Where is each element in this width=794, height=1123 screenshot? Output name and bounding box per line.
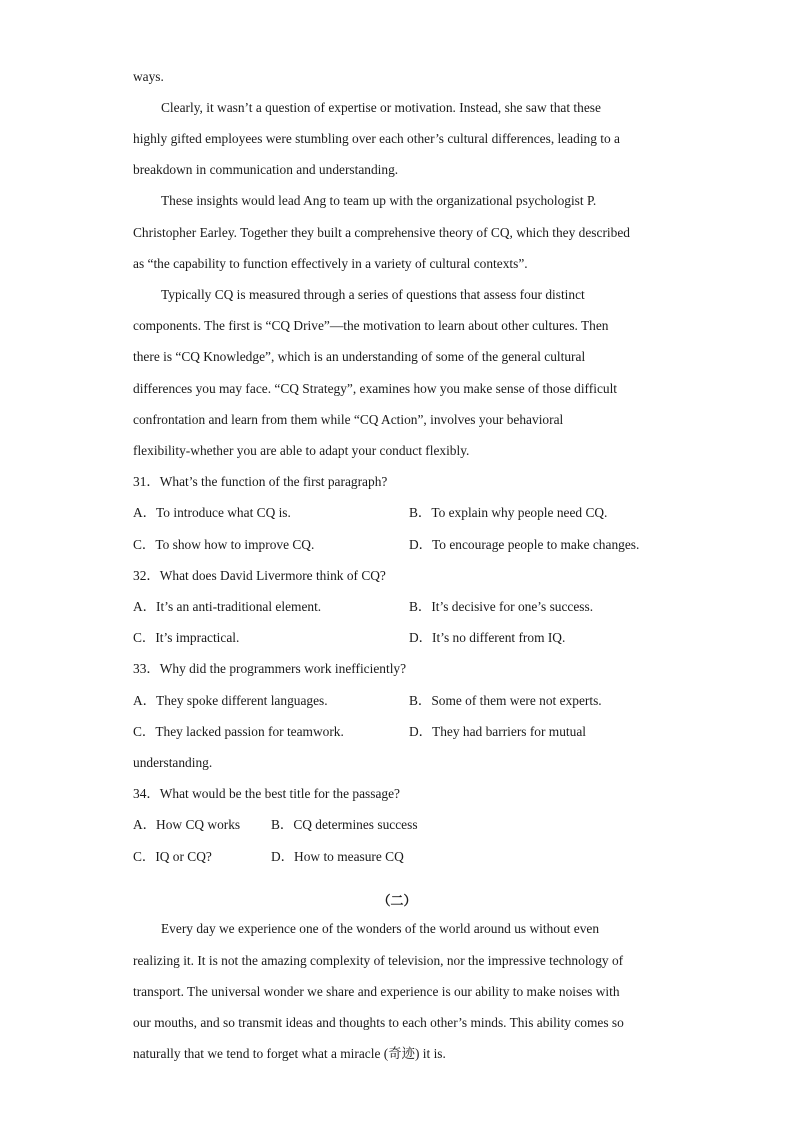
passage-line: naturally that we tend to forget what a miracle (奇迹) it is. — [133, 1046, 446, 1061]
option-b: B．Some of them were not experts. — [409, 693, 602, 708]
question-stem: 32．What does David Livermore think of CQ? — [133, 568, 386, 583]
option-c: C．They lacked passion for teamwork. — [133, 724, 344, 739]
option-c: C．To show how to improve CQ. — [133, 537, 315, 552]
question-stem: 34．What would be the best title for the passage? — [133, 786, 400, 801]
option-a: A．It’s an anti-traditional element. — [133, 599, 322, 614]
option-c: C．It’s impractical. — [133, 630, 240, 645]
passage-line: components. The first is “CQ Drive”—the motivation to learn about other cultures. Then — [133, 318, 609, 333]
option-b: B．CQ determines success — [271, 817, 418, 832]
passage-line: transport. The universal wonder we share and experience is our ability to make noises with — [133, 984, 620, 999]
passage-line: ways. — [133, 69, 164, 84]
passage-line: Typically CQ is measured through a series of questions that assess four distinct — [161, 287, 585, 302]
option-d: D．How to measure CQ — [271, 849, 404, 864]
option-c: C．IQ or CQ? — [133, 849, 212, 864]
passage-line: our mouths, and so transmit ideas and thoughts to each other’s minds. This ability comes so — [133, 1015, 624, 1030]
passage-line: Clearly, it wasn’t a question of expertise or motivation. Instead, she saw that these — [161, 100, 601, 115]
option-b: B．To explain why people need CQ. — [409, 505, 608, 520]
option-a: A．How CQ works — [133, 817, 241, 832]
passage-line: Christopher Earley. Together they built a comprehensive theory of CQ, which they described — [133, 225, 630, 240]
passage-line: These insights would lead Ang to team up with the organizational psychologist P. — [161, 193, 597, 208]
passage-line: realizing it. It is not the amazing complexity of television, nor the impressive technology of — [133, 953, 624, 968]
option-b: B．It’s decisive for one’s success. — [409, 599, 594, 614]
passage-line: differences you may face. “CQ Strategy”, examines how you make sense of those difficult — [133, 381, 618, 396]
option-d: D．They had barriers for mutual — [409, 724, 586, 739]
passage-line: confrontation and learn from them while “CQ Action”, involves your behavioral — [133, 412, 564, 427]
option-d: D．To encourage people to make changes. — [409, 537, 640, 552]
passage-line: as “the capability to function effectively in a variety of cultural contexts”. — [133, 256, 528, 271]
option-d: D．It’s no different from IQ. — [409, 630, 566, 645]
option-d-continued: understanding. — [133, 755, 213, 770]
passage-line: breakdown in communication and understanding. — [133, 162, 399, 177]
passage-line: highly gifted employees were stumbling over each other’s cultural differences, leading to a — [133, 131, 620, 146]
question-stem: 33．Why did the programmers work inefficiently? — [133, 661, 407, 676]
question-stem: 31．What’s the function of the first paragraph? — [133, 474, 388, 489]
passage-line: Every day we experience one of the wonders of the world around us without even — [161, 921, 600, 936]
passage-line: flexibility-whether you are able to adapt your conduct flexibly. — [133, 443, 470, 458]
option-a: A．To introduce what CQ is. — [133, 505, 291, 520]
option-a: A．They spoke different languages. — [133, 693, 328, 708]
passage-line: there is “CQ Knowledge”, which is an understanding of some of the general cultural — [133, 349, 586, 364]
section-heading: （二） — [377, 894, 417, 909]
